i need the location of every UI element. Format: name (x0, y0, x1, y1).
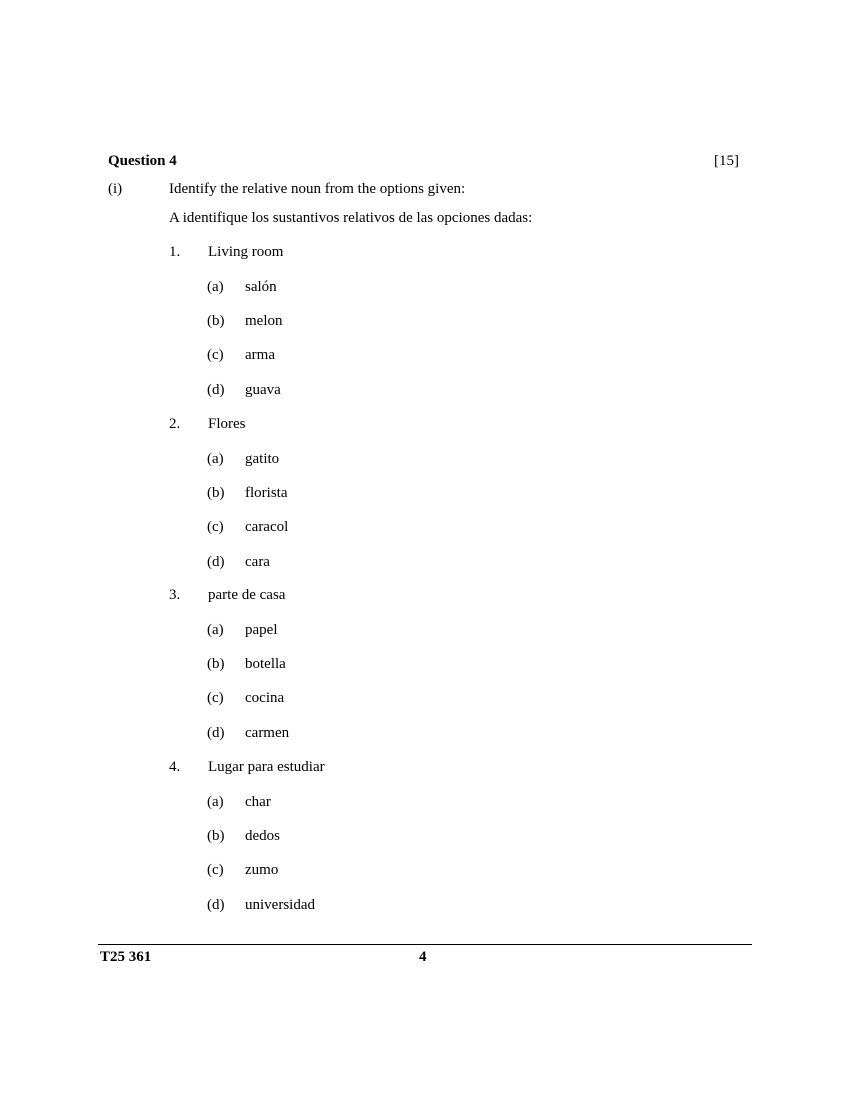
option-label: (d) (207, 382, 225, 398)
footer-divider (98, 944, 752, 945)
option-label: (b) (207, 485, 225, 501)
option-text: carmen (245, 725, 290, 741)
option-text: universidad (245, 897, 315, 913)
option-label: (d) (207, 897, 225, 913)
option-text: arma (245, 347, 275, 363)
option-text: papel (245, 622, 278, 638)
option-label: (b) (207, 828, 225, 844)
option-text: cara (245, 554, 270, 570)
item-number: 3. (169, 587, 181, 603)
option-label: (a) (207, 451, 224, 467)
option-label: (a) (207, 794, 224, 810)
option-text: botella (245, 656, 286, 672)
item-prompt: Flores (208, 416, 246, 432)
option-text: zumo (245, 862, 279, 878)
item-prompt: Lugar para estudiar (208, 759, 325, 775)
footer-page-number: 4 (419, 949, 427, 965)
item-number: 1. (169, 244, 181, 260)
option-label: (d) (207, 554, 225, 570)
option-label: (c) (207, 690, 224, 706)
option-text: guava (245, 382, 281, 398)
option-label: (a) (207, 279, 224, 295)
option-label: (c) (207, 347, 224, 363)
option-text: char (245, 794, 271, 810)
item-number: 2. (169, 416, 181, 432)
option-label: (c) (207, 519, 224, 535)
option-text: melon (245, 313, 283, 329)
item-prompt: parte de casa (208, 587, 286, 603)
option-label: (c) (207, 862, 224, 878)
option-text: florista (245, 485, 288, 501)
option-text: gatito (245, 451, 280, 467)
part-label: (i) (108, 181, 123, 197)
option-text: caracol (245, 519, 289, 535)
question-heading: Question 4 (108, 153, 177, 169)
option-text: dedos (245, 828, 280, 844)
footer-code: T25 361 (100, 949, 152, 965)
option-text: cocina (245, 690, 285, 706)
instruction-english: Identify the relative noun from the options given: (169, 181, 466, 197)
option-label: (b) (207, 313, 225, 329)
option-label: (a) (207, 622, 224, 638)
instruction-spanish: A identifique los sustantivos relativos de las opciones dadas: (169, 210, 533, 226)
item-number: 4. (169, 759, 181, 775)
question-marks: [15] (714, 153, 739, 169)
option-text: salón (245, 279, 277, 295)
option-label: (d) (207, 725, 225, 741)
option-label: (b) (207, 656, 225, 672)
item-prompt: Living room (208, 244, 284, 260)
